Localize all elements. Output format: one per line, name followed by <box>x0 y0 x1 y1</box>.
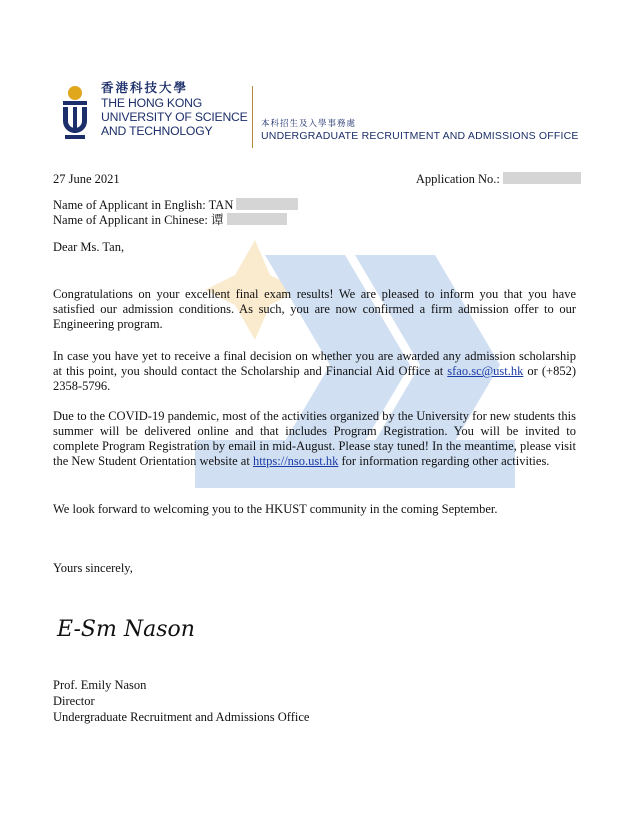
paragraph-scholarship-phone: or (+852) 2358-5796. <box>53 364 576 393</box>
signer-title: Director <box>53 694 95 708</box>
redacted-block <box>227 213 287 225</box>
university-name-en-line1: THE HONG KONG <box>101 96 202 110</box>
paragraph-covid-text: Due to the COVID-19 pandemic, most of the activities organized by the University for new students this summer will be delivered online and that includes Program Registration. You will be invited to complete Program Registration by email in mid-August. Please stay tuned! In the meantime, please visit the New Student Orientation website at <box>53 409 576 468</box>
signer-office: Undergraduate Recruitment and Admissions Office <box>53 710 310 724</box>
university-name-cn: 香港科技大學 <box>101 81 189 95</box>
paragraph-scholarship-text: In case you have yet to receive a final decision on whether you are awarded any admission scholarship at this point, you should contact the Scholarship and Financial Aid Office at <box>53 349 576 378</box>
university-name-en-line2: UNIVERSITY OF SCIENCE <box>101 110 248 124</box>
redacted-block <box>503 172 581 184</box>
hkust-emblem-icon <box>57 81 93 143</box>
closing: Yours sincerely, <box>53 561 133 575</box>
applicant-name-cn <box>53 213 287 227</box>
applicant-name-en <box>53 198 298 212</box>
application-number-label: Application No.: <box>415 172 500 186</box>
signature-text: E-Sm Nason <box>57 617 195 642</box>
applicant-name-en-label: Name of Applicant in English: TAN <box>53 198 234 212</box>
salutation: Dear Ms. Tan, <box>53 240 125 254</box>
application-number <box>416 172 581 187</box>
letter-date: 27 June 2021 <box>53 172 120 186</box>
redacted-block <box>236 198 298 210</box>
paragraph-covid <box>53 409 576 469</box>
signature <box>55 608 215 648</box>
office-name <box>261 118 579 144</box>
office-name-en: UNDERGRADUATE RECRUITMENT AND ADMISSIONS OFFICE <box>261 130 579 142</box>
university-name <box>101 81 248 138</box>
paragraph-welcome: We look forward to welcoming you to the HKUST community in the coming September. <box>53 502 498 516</box>
paragraph-congratulations: Congratulations on your excellent final exam results! We are pleased to inform you that you have satisfied our admission conditions. As such, you are now confirmed a firm admission offer to our Engineering program. <box>53 287 576 331</box>
sfao-email-link[interactable]: sfao.sc@ust.hk <box>447 364 524 378</box>
paragraph-scholarship <box>53 349 576 394</box>
university-logo <box>57 81 257 151</box>
applicant-name-cn-label: Name of Applicant in Chinese: 谭 <box>53 213 224 227</box>
nso-website-link[interactable]: https://nso.ust.hk <box>252 454 339 468</box>
university-name-en-line3: AND TECHNOLOGY <box>101 124 213 138</box>
office-name-cn: 本科招生及入學事務處 <box>261 118 357 128</box>
signer-name: Prof. Emily Nason <box>53 678 147 692</box>
header-divider <box>252 86 253 148</box>
paragraph-covid-end: for information regarding other activities. <box>338 454 550 468</box>
